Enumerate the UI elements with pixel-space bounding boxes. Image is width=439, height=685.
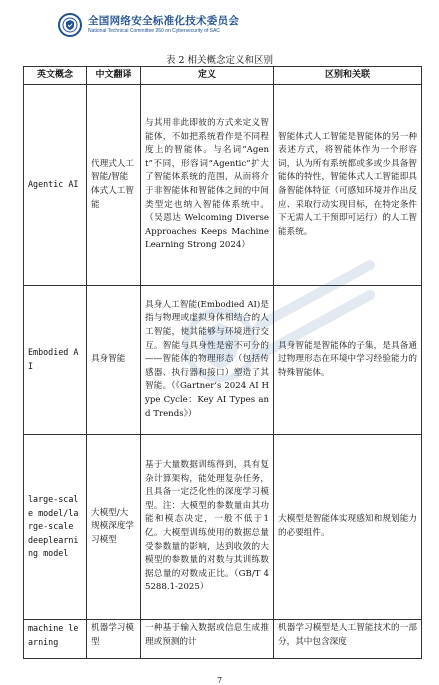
definition-cell: 与其用非此即彼的方式来定义智能体，不如把系统看作是不同程度上的智能体。与名词“Agent”不同，形容词“Agentic”扩大了智能体系统的范围，从而将介于非智能体和智能体之间的中间类型定也纳入智能体系统中。（吴恩达 Welcoming Diverse Approaches Keeps Machine Learning Strong 2024） [141,85,274,286]
definition-cell: 一种基于输入数据或信息生成推理或预测的计 [141,620,274,659]
table-row [24,286,422,435]
table-row [24,620,422,659]
column-header-translation: 中文翻译 [87,67,141,85]
translation-cell: 具身智能 [87,286,141,435]
relation-cell: 大模型是智能体实现感知和规划能力的必要组件。 [274,435,422,620]
relation-cell: 智能体式人工智能是智能体的另一种表述方式，将智能体作为一个形容词，认为所有系统都或多或少具备智能体的特性，智能体式人工智能即具备智能体特征（可感知环境并作出反应、采取行动实现目标，在特定条件下无需人工干预即可运行）的人工智能系统。 [274,85,422,286]
relation-cell: 机器学习模型是人工智能技术的一部分，其中包含深度 [274,620,422,659]
term-cell: Embodied AI [24,286,87,435]
relation-cell: 具身智能是智能体的子集，是具备通过物理形态在环境中学习经验能力的特殊智能体。 [274,286,422,435]
org-name-cn: 全国网络安全标准化技术委员会 [88,15,240,28]
column-header-term: 英文概念 [24,67,87,85]
translation-cell: 代理式人工智能/智能体式人工智能 [87,85,141,286]
table-row [24,435,422,620]
shield-emblem-icon [58,13,82,37]
column-header-relation: 区别和关联 [274,67,422,85]
page-number: 7 [216,676,223,685]
definition-cell: 基于大量数据训练得到，具有复杂计算架构，能处理复杂任务，且具备一定泛化性的深度学习模型。注：大模型的参数量由其功能和模态决定，一般不低于1亿。大模型训练使用的数据总量受参数量的影响，达到收敛的大模型的参数量的对数与其训练数据总量的对数成正比。（GB/T 45288.1-2025） [141,435,274,620]
page-header [58,12,239,38]
definition-cell: 具身人工智能(Embodied AI)是指与物理或虚拟身体相结合的人工智能，使其能够与环境进行交互。智能与具身性是密不可分的——智能体的物理形态（包括传感器、执行器和接口）塑造了其智能。（《Gartner’s 2024 AI Hype Cycle：Key AI Types and Trends》） [141,286,274,435]
translation-cell: 大模型/大规模深度学习模型 [87,435,141,620]
org-name-en: National Technical Committee 260 on Cybersecurity of SAC [88,27,220,34]
definitions-table [23,66,422,659]
term-cell: Agentic AI [24,85,87,286]
term-cell: machine learning [24,620,87,659]
table-row [24,85,422,286]
table-header-row [24,67,422,85]
term-cell: large-scale model/large-scale deeplearning model [24,435,87,620]
table-caption: 表 2 相关概念定义和区别 [165,55,274,66]
translation-cell: 机器学习模型 [87,620,141,659]
column-header-definition: 定义 [141,67,274,85]
